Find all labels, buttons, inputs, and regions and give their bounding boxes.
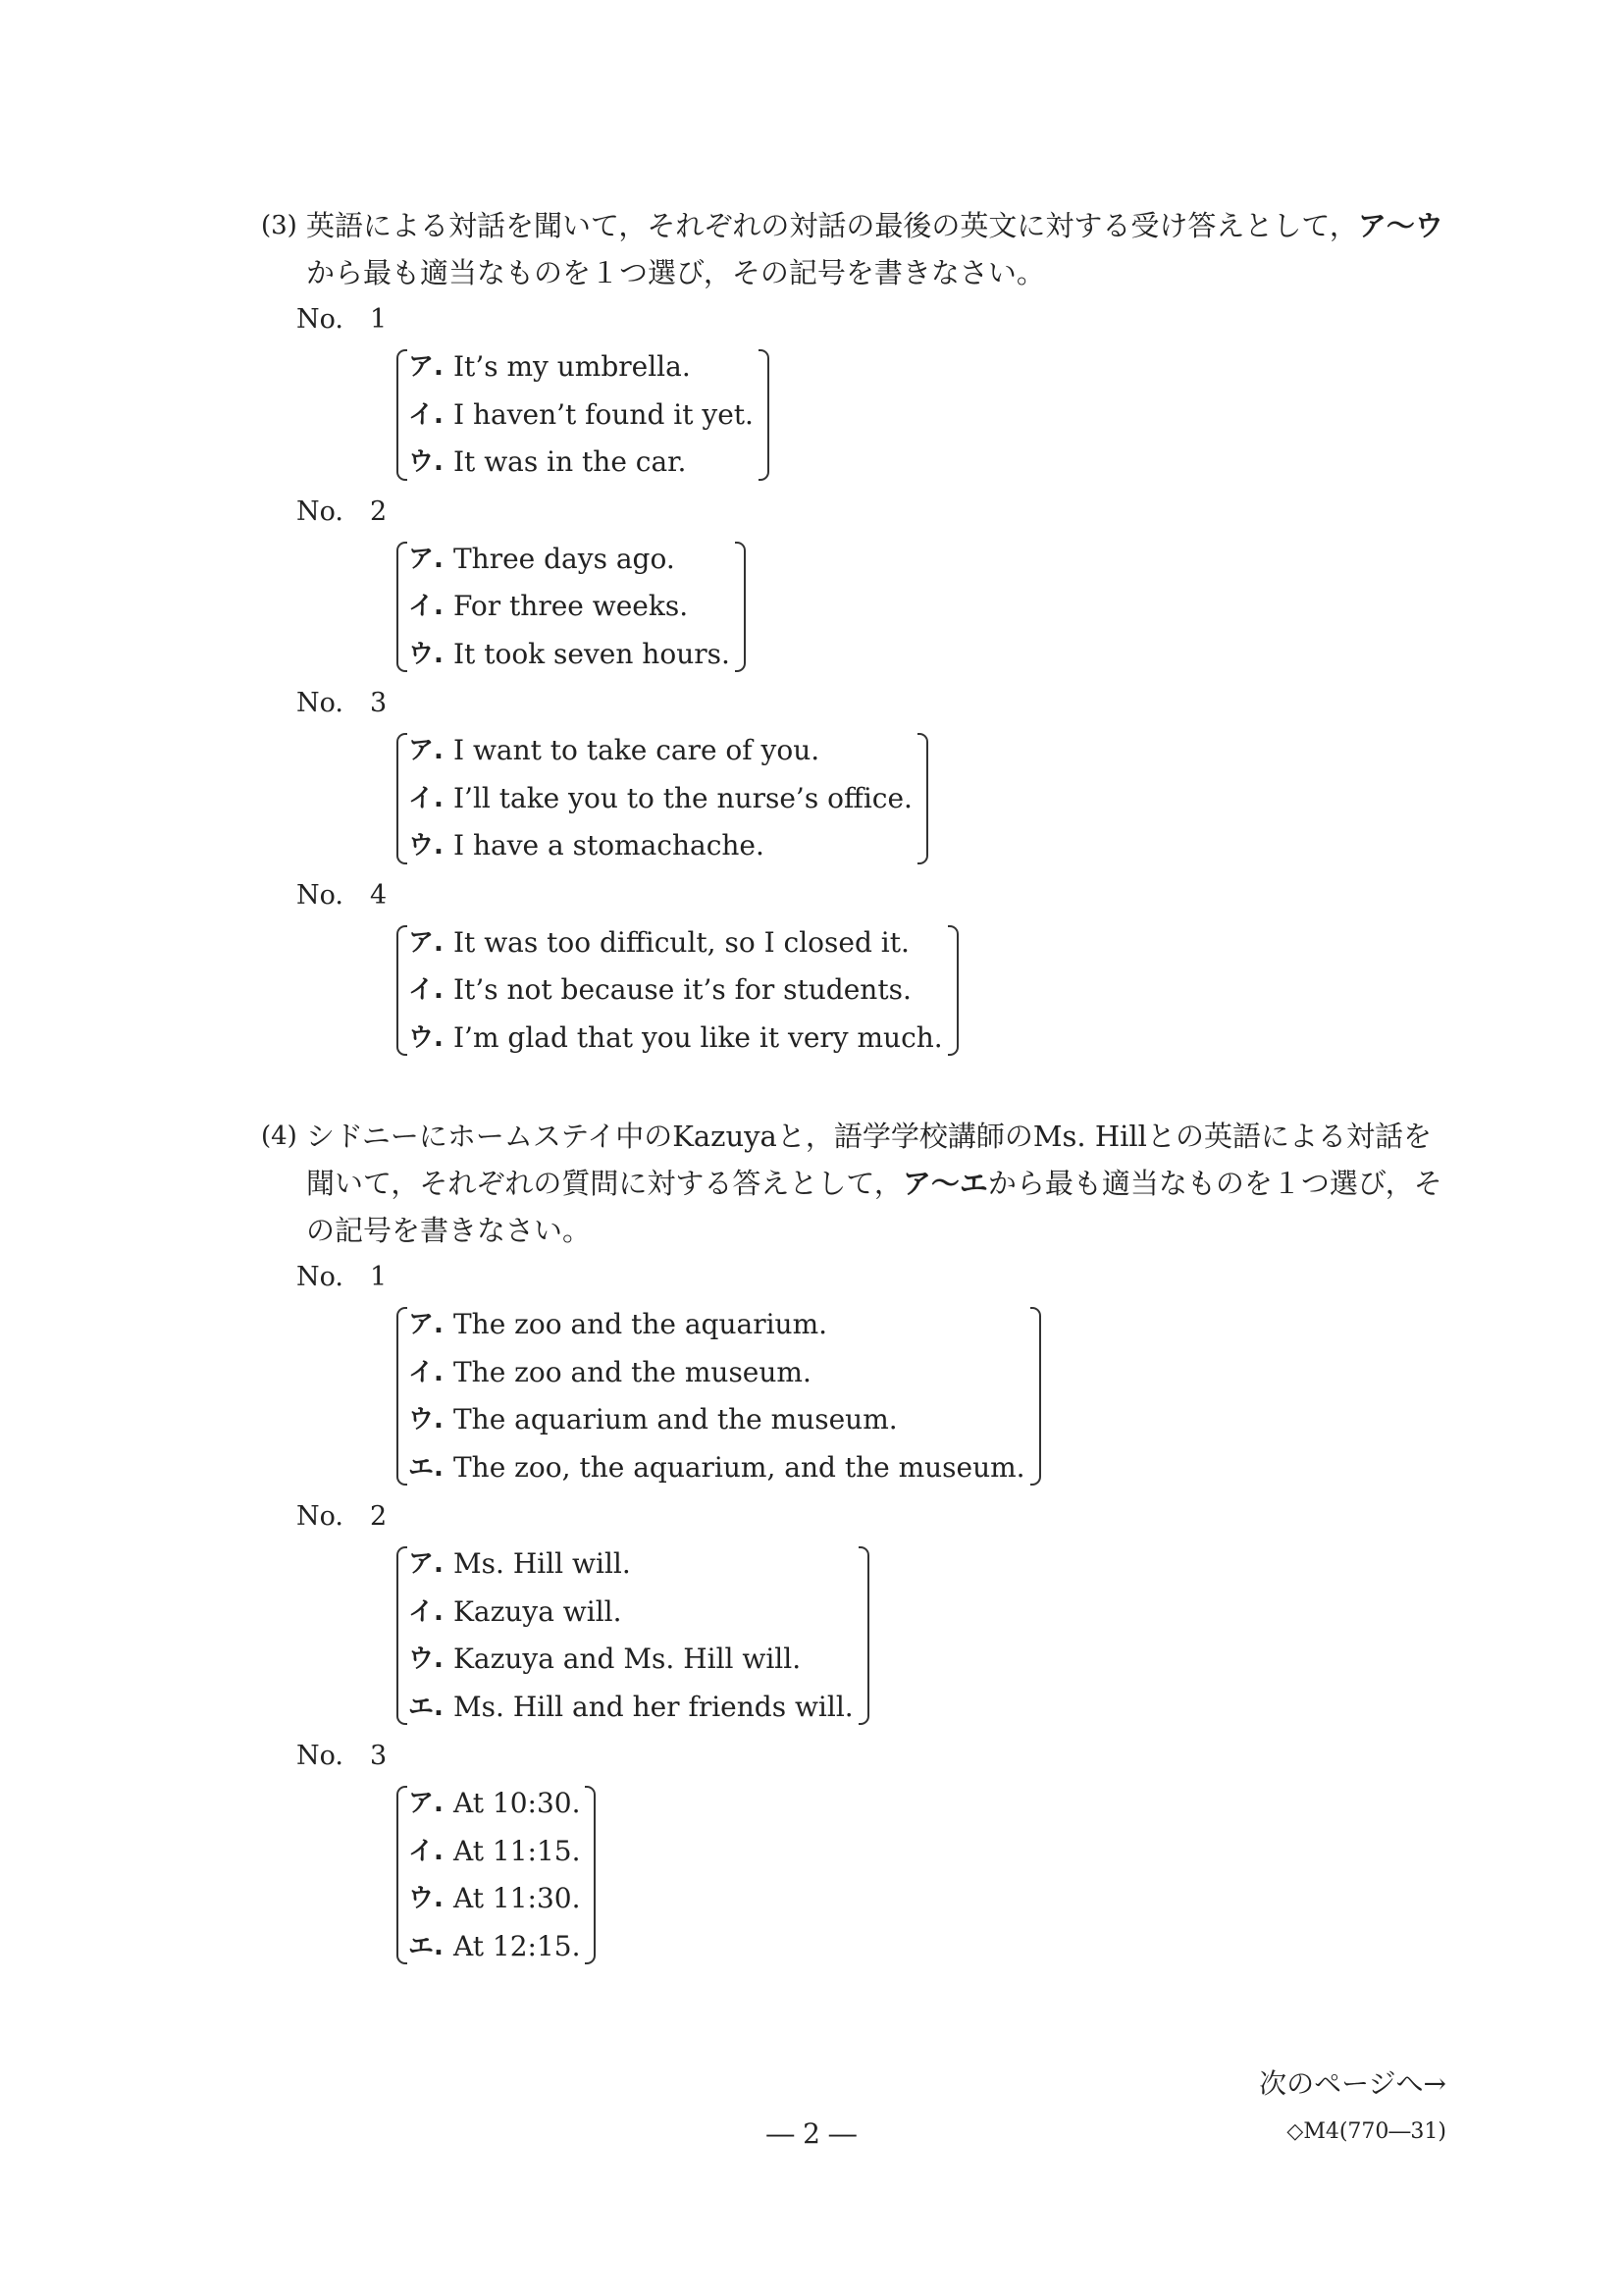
- s4-item-3-label: No. 3: [296, 1741, 388, 1771]
- choice-mark: ウ.: [408, 447, 444, 477]
- choice-text: The zoo and the aquarium.: [453, 1308, 828, 1340]
- choice-mark: ア.: [408, 1310, 444, 1339]
- s3-item-2-choices: [396, 536, 746, 679]
- choice: [408, 536, 730, 584]
- choice: [408, 775, 913, 823]
- next-page-text: 次のページへ→: [1259, 2067, 1446, 2100]
- choice-mark: エ.: [408, 1452, 444, 1483]
- s3-item-2-label: No. 2: [296, 496, 388, 527]
- choice: [408, 343, 754, 391]
- choice: [408, 1349, 1025, 1397]
- choice-text: At 11:15.: [453, 1834, 581, 1867]
- choice: [408, 1015, 943, 1063]
- choice: [408, 439, 754, 487]
- section-4-instruction-text-a: シドニーにホームステイ中のKazuyaと，語学学校講師のMs. Hillとの英語による対話を聞いて，それぞれの質問に対する答えとして，: [306, 1120, 1432, 1200]
- choice-mark: ウ.: [408, 1022, 444, 1053]
- section-4-number: (4): [261, 1122, 297, 1151]
- choice: [408, 631, 730, 679]
- choice-mark: イ.: [408, 1357, 444, 1387]
- choice: [408, 727, 913, 775]
- choice-text: It took seven hours.: [453, 637, 730, 670]
- choice-text: Ms. Hill will.: [453, 1547, 631, 1580]
- choice-text: At 12:15.: [453, 1929, 581, 1962]
- choice: [408, 391, 754, 440]
- choice-mark: イ.: [408, 975, 444, 1005]
- choice-text: Kazuya will.: [453, 1594, 622, 1628]
- choice-text: Ms. Hill and her friends will.: [453, 1690, 854, 1723]
- choice-text: It was too difficult, so I closed it.: [453, 925, 910, 959]
- section-3-instruction-mark: ア～ウ: [1357, 209, 1443, 242]
- choice-text: At 10:30.: [453, 1787, 581, 1819]
- choice-mark: ウ.: [408, 1884, 444, 1913]
- choice-text: The zoo, the aquarium, and the museum.: [453, 1450, 1025, 1484]
- choice-text: Three days ago.: [453, 542, 675, 575]
- section-4-instruction-text-b: から最も適当なものを１つ選び，その記号を書きなさい。: [306, 1167, 1442, 1247]
- choice-mark: ウ.: [408, 1405, 444, 1435]
- choice-text: It’s not because it’s for students.: [453, 973, 912, 1006]
- s3-item-3-label: No. 3: [296, 688, 388, 718]
- choice: [408, 1301, 1025, 1349]
- choice: [408, 1923, 580, 1971]
- choice-text: It’s my umbrella.: [453, 350, 691, 383]
- choice-text: For three weeks.: [453, 590, 689, 622]
- choice-mark: エ.: [408, 1931, 444, 1961]
- choice-mark: ア.: [408, 1549, 444, 1579]
- choice-text: At 11:30.: [453, 1882, 581, 1914]
- choice: [408, 1684, 854, 1732]
- section-4-instruction: [261, 1113, 1448, 1254]
- choice: [408, 583, 730, 631]
- choice: [408, 1589, 854, 1637]
- choice-text: It was in the car.: [453, 445, 687, 478]
- choice-mark: イ.: [408, 1836, 444, 1866]
- section-3-number: (3): [261, 211, 297, 240]
- choice: [408, 822, 913, 870]
- s3-item-3-choices: [396, 727, 928, 870]
- choice-mark: ア.: [408, 927, 444, 958]
- choice-mark: ア.: [408, 352, 444, 382]
- s4-item-1-choices: [396, 1301, 1041, 1491]
- choice-mark: ア.: [408, 1789, 444, 1818]
- s4-item-3-choices: [396, 1780, 596, 1970]
- choice-text: The zoo and the museum.: [453, 1355, 812, 1388]
- choice-mark: イ.: [408, 783, 444, 813]
- choice-text: The aquarium and the museum.: [453, 1403, 898, 1435]
- choice-text: I’m glad that you like it very much.: [453, 1020, 943, 1054]
- choice: [408, 919, 943, 967]
- choice: [408, 1780, 580, 1828]
- choice-text: Kazuya and Ms. Hill will.: [453, 1643, 802, 1675]
- choice-mark: イ.: [408, 399, 444, 430]
- section-3: [261, 202, 1448, 1064]
- choice-text: I want to take care of you.: [453, 734, 820, 766]
- document-code: ◇M4(770―31): [1286, 2119, 1446, 2144]
- choice: [408, 1828, 580, 1876]
- choice: [408, 1540, 854, 1589]
- choice-text: I haven’t found it yet.: [453, 397, 754, 431]
- choice-text: I have a stomachache.: [453, 829, 764, 861]
- choice-mark: ア.: [408, 736, 444, 765]
- choice-text: I’ll take you to the nurse’s office.: [453, 781, 913, 814]
- section-4: [261, 1113, 1448, 1972]
- s3-item-4-label: No. 4: [296, 879, 388, 911]
- choice: [408, 1444, 1025, 1492]
- s3-item-1-choices: [396, 343, 769, 487]
- choice-mark: ア.: [408, 544, 444, 574]
- page-number: ― 2 ―: [766, 2117, 857, 2150]
- choice: [408, 966, 943, 1015]
- choice-mark: イ.: [408, 592, 444, 621]
- section-3-instruction: [261, 202, 1448, 296]
- section-3-instruction-text-b: から最も適当なものを１つ選び，その記号を書きなさい。: [306, 256, 1045, 289]
- choice-mark: イ.: [408, 1596, 444, 1627]
- s4-item-1-label: No. 1: [296, 1262, 388, 1292]
- choice-mark: ウ.: [408, 1644, 444, 1674]
- s4-item-2-label: No. 2: [296, 1501, 388, 1532]
- s3-item-4-choices: [396, 919, 959, 1063]
- choice: [408, 1396, 1025, 1444]
- choice-mark: ウ.: [408, 639, 444, 669]
- choice: [408, 1636, 854, 1684]
- section-4-instruction-mark: ア～エ: [902, 1167, 988, 1200]
- choice-mark: ウ.: [408, 831, 444, 861]
- s4-item-2-choices: [396, 1540, 869, 1731]
- section-3-instruction-text-a: 英語による対話を聞いて，それぞれの対話の最後の英文に対する受け答えとして，: [306, 209, 1358, 242]
- choice: [408, 1875, 580, 1923]
- choice-mark: エ.: [408, 1692, 444, 1722]
- s3-item-1-label: No. 1: [296, 304, 388, 335]
